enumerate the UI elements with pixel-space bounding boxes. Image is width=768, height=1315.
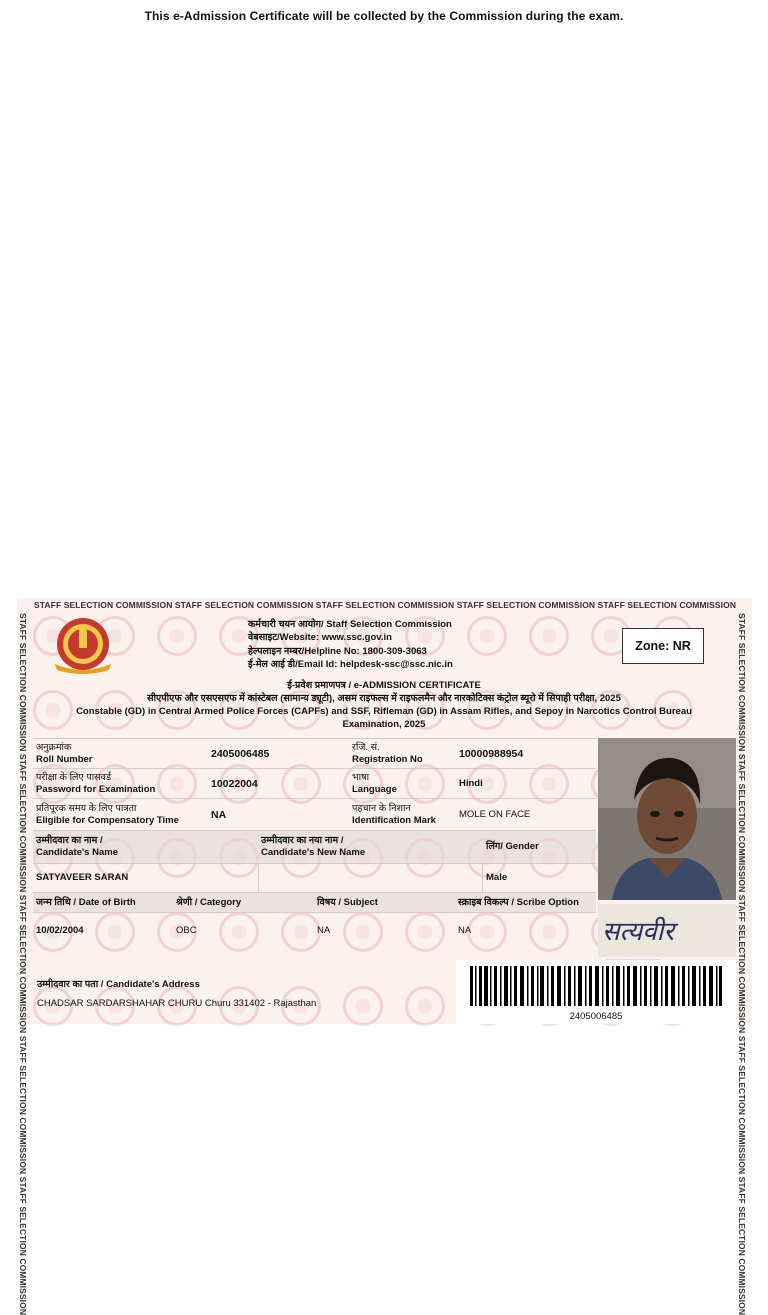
title-line-1: ई-प्रवेश प्रमाणपत्र / e-ADMISSION CERTIFICATE: [287, 680, 481, 691]
subject-value: NA: [317, 925, 331, 936]
roll-number: 2405006485: [211, 747, 270, 760]
commission-name: कर्मचारी चयन आयोग/ Staff Selection Commission: [248, 619, 452, 630]
certificate-title: [25, 679, 743, 731]
barcode-box: [456, 960, 736, 1024]
border-text-right: STAFF SELECTION COMMISSION STAFF SELECTION COMMISSION STAFF SELECTION COMMISSION STAFF SELECTION COMMISSION STAFF SELECTION COMMISSION: [737, 613, 747, 1315]
category-label: श्रेणी / Category: [176, 896, 242, 908]
password-label-hi: परीक्षा के लिए पासवर्ड: [36, 771, 112, 783]
scribe-value: NA: [458, 925, 472, 936]
title-line-2: सीएपीएफ और एसएसएफ में कांस्टेबल (सामान्य ड्यूटी), असम राइफल्स में राइफलमैन और नारकोटिक्स कंट्रोल ब्यूरो में सिपाही परीक्षा, 2025: [147, 693, 621, 704]
compensatory-label: Eligible for Compensatory Time: [36, 814, 179, 826]
helpline: हेल्पलाइन नम्बर/Helpline No: 1800-309-3063: [248, 645, 427, 657]
ssc-emblem-icon: [51, 616, 115, 676]
id-mark-label-hi: पहचान के निशान: [352, 802, 411, 814]
name-label: Candidate's Name: [36, 847, 118, 858]
border-text-top: STAFF SELECTION COMMISSION STAFF SELECTION COMMISSION STAFF SELECTION COMMISSION STAFF SELECTION COMMISSION STAFF SELECTION COMMISSION: [34, 600, 737, 610]
roll-label: Roll Number: [36, 753, 93, 765]
address-label: उम्मीदवार का पता / Candidate's Address: [37, 979, 200, 990]
gender-label: लिंग/ Gender: [486, 841, 539, 852]
compensatory-value: NA: [211, 808, 227, 821]
exam-password: 10022004: [211, 777, 258, 790]
reg-label-hi: रजि. सं.: [352, 741, 380, 753]
password-label: Password for Examination: [36, 783, 156, 795]
language-value: Hindi: [459, 777, 483, 789]
barcode-number: 2405006485: [569, 1011, 623, 1022]
signature-text: सत्यवीर: [602, 917, 675, 947]
address-block: [37, 975, 316, 1013]
dob-label: जन्म तिथि / Date of Birth: [36, 896, 136, 908]
gender-value: Male: [486, 872, 508, 883]
language-label-hi: भाषा: [352, 771, 370, 783]
scribe-label: स्क्राइब विकल्प / Scribe Option: [458, 896, 579, 908]
email: ई-मेल आई डी/Email Id: helpdesk-ssc@ssc.nic.in: [248, 658, 453, 670]
id-mark-label: Identification Mark: [352, 814, 436, 826]
zone-box: Zone: NR: [622, 628, 704, 664]
candidate-name: SATYAVEER SARAN: [36, 872, 129, 883]
barcode-icon: [470, 966, 722, 1006]
title-line-3: Constable (GD) in Central Armed Police Forces (CAPFs) and SSF, Rifleman (GD) in Assam Rifles, and Sepoy in Narcotics Control Bureau: [76, 706, 692, 717]
new-name-label: Candidate's New Name: [261, 847, 366, 858]
new-name-label-hi: उम्मीदवार का नया नाम /: [261, 835, 344, 846]
commission-header: [248, 618, 453, 671]
registration-number: 10000988954: [459, 747, 524, 760]
website: वेबसाइट/Website: www.ssc.gov.in: [248, 632, 392, 644]
collection-notice: This e-Admission Certificate will be collected by the Commission during the exam.: [144, 9, 624, 23]
title-line-4: Examination, 2025: [342, 719, 426, 730]
roll-label-hi: अनुक्रमांक: [36, 741, 72, 753]
name-label-hi: उम्मीदवार का नाम /: [36, 835, 103, 846]
identification-mark: MOLE ON FACE: [459, 808, 531, 820]
compensatory-label-hi: प्रतिपूरक समय के लिए पात्रता: [36, 802, 137, 814]
dob-value: 10/02/2004: [36, 925, 84, 936]
address-value: CHADSAR SARDARSHAHAR CHURU Churu 331402 - Rajasthan: [37, 998, 317, 1009]
language-label: Language: [352, 783, 397, 795]
candidate-signature: [598, 904, 736, 957]
candidate-photo: [598, 738, 736, 900]
candidate-details-grid: [33, 738, 596, 949]
reg-label: Registration No: [352, 753, 423, 765]
category-value: OBC: [176, 925, 197, 936]
border-text-left: STAFF SELECTION COMMISSION STAFF SELECTION COMMISSION STAFF SELECTION COMMISSION STAFF SELECTION COMMISSION STAFF SELECTION COMMISSION: [18, 613, 28, 1315]
subject-label: विषय / Subject: [317, 896, 378, 908]
